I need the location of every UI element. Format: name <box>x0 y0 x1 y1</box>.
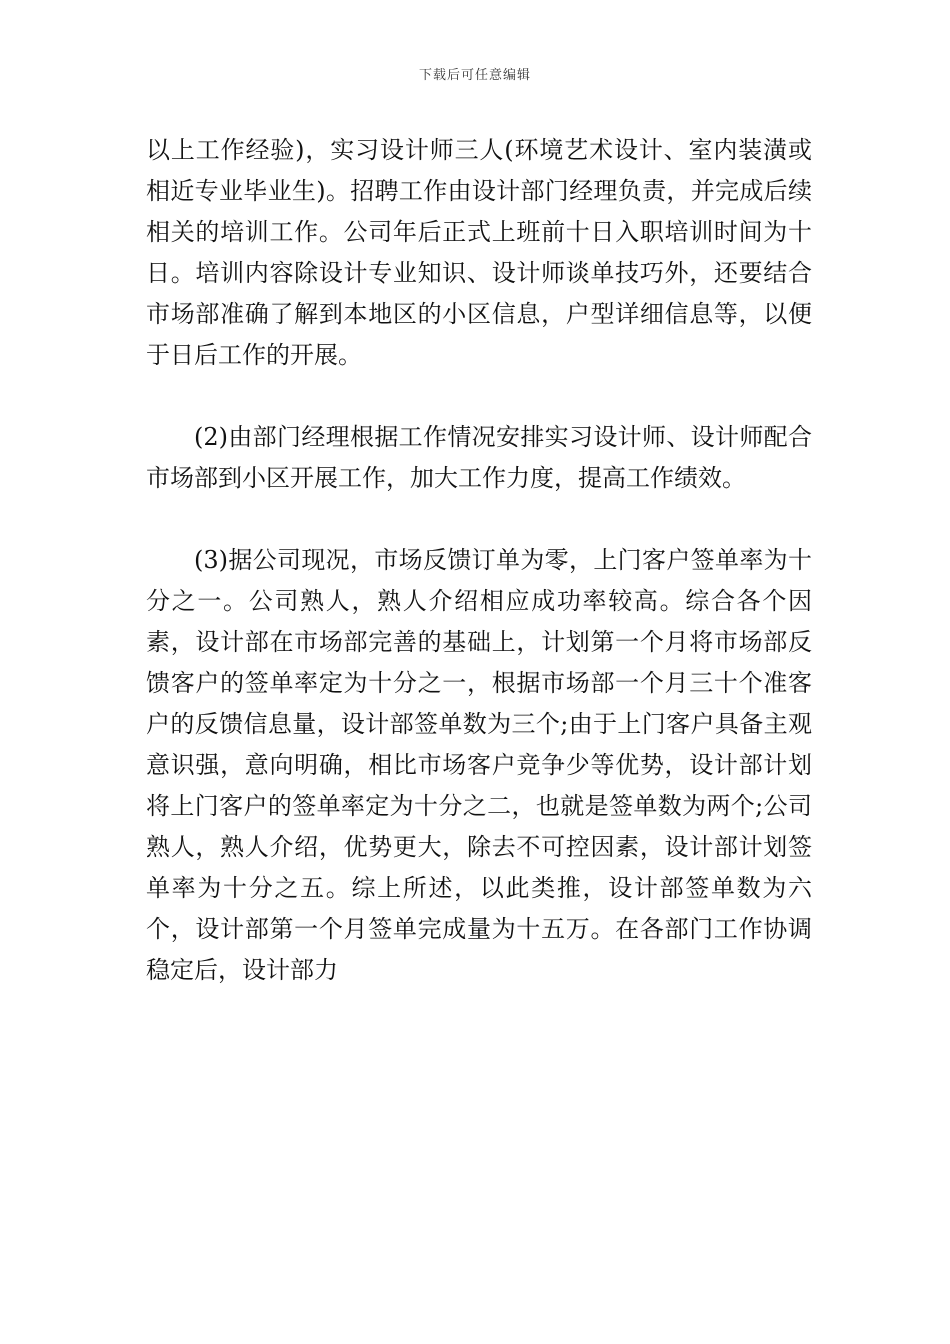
paragraph-1: 以上工作经验)，实习设计师三人(环境艺术设计、室内装潢或相近专业毕业生)。招聘工作由设计部门经理负责，并完成后续相关的培训工作。公司年后正式上班前十日入职培训时间为十日。培训内容除设计专业知识、设计师谈单技巧外，还要结合市场部准确了解到本地区的小区信息，户型详细信息等，以便于日后工作的开展。 <box>146 136 812 369</box>
document-body <box>146 130 812 991</box>
paragraph-2: (2)由部门经理根据工作情况安排实习设计师、设计师配合市场部到小区开展工作，加大工作力度，提高工作绩效。 <box>146 423 812 492</box>
paragraph-3: (3)据公司现况，市场反馈订单为零，上门客户签单率为十分之一。公司熟人，熟人介绍相应成功率较高。综合各个因素，设计部在市场部完善的基础上，计划第一个月将市场部反馈客户的签单率定为十分之一，根据市场部一个月三十个准客户的反馈信息量，设计部签单数为三个;由于上门客户具备主观意识强，意向明确，相比市场客户竞争少等优势，设计部计划将上门客户的签单率定为十分之二，也就是签单数为两个;公司熟人，熟人介绍，优势更大，除去不可控因素，设计部计划签单率为十分之五。综上所述，以此类推，设计部签单数为六个，设计部第一个月签单完成量为十五万。在各部门工作协调稳定后，设计部力 <box>146 546 812 984</box>
page-header: 下载后可任意编辑 <box>418 68 531 83</box>
